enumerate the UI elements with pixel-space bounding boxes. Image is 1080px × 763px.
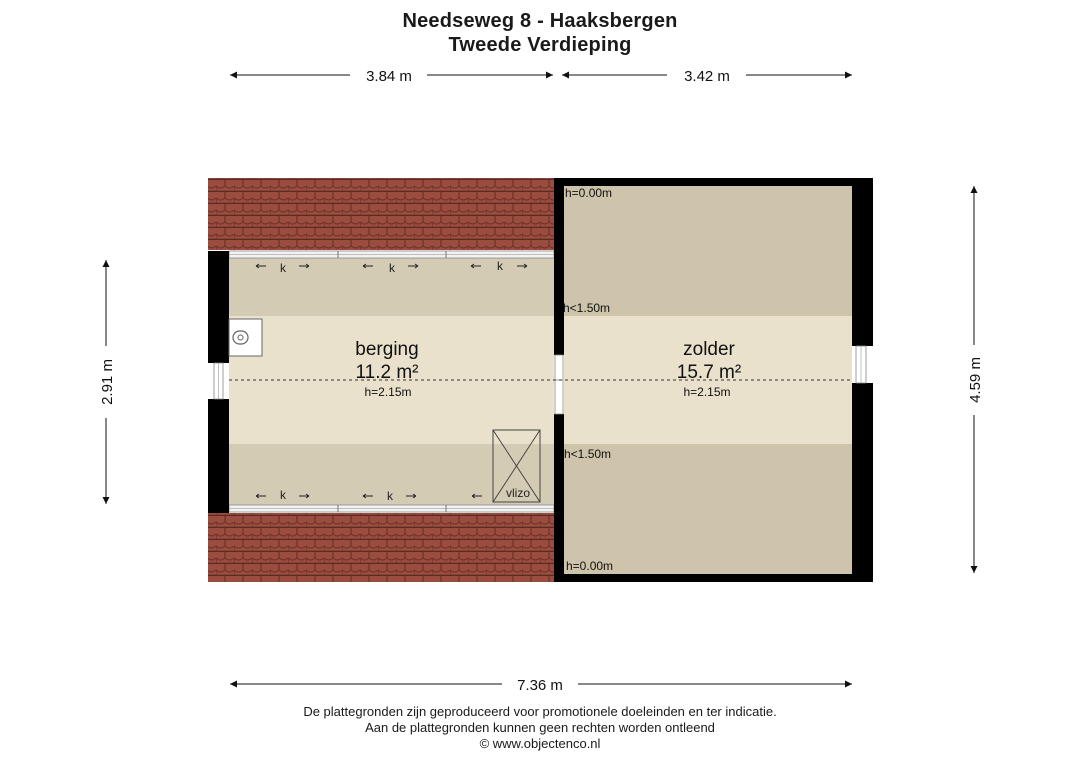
zolder-low-zone-bottom bbox=[564, 444, 852, 574]
height-label-bottom-edge: h=0.00m bbox=[566, 559, 614, 573]
skylight-label: k bbox=[280, 488, 286, 502]
height-label-top-edge: h=0.00m bbox=[565, 186, 613, 200]
skylight-label: k bbox=[280, 261, 286, 275]
disclaimer-line-1: De plattegronden zijn geproduceerd voor promotionele doeleinden en ter indicatie. bbox=[303, 704, 777, 719]
floor-title: Tweede Verdieping bbox=[448, 34, 632, 56]
window-right bbox=[856, 346, 866, 383]
wall-middle-lower bbox=[554, 414, 564, 582]
wall-left-upper bbox=[208, 251, 229, 363]
roof-tiles-bottom bbox=[208, 513, 554, 582]
zolder-height: h=2.15m bbox=[683, 385, 731, 399]
dimension-left bbox=[99, 260, 116, 504]
skylight-label: k bbox=[389, 261, 395, 275]
wall-right-upper bbox=[852, 178, 873, 346]
dimension-top-right bbox=[562, 68, 852, 85]
height-label-upper-slope: h<1.50m bbox=[563, 301, 611, 315]
skylight-strip-bottom bbox=[229, 505, 554, 512]
roof-tiles-top bbox=[208, 178, 554, 250]
dimension-left-value: 2.91 m bbox=[99, 359, 116, 405]
boiler-icon bbox=[229, 319, 262, 356]
skylight-label: k bbox=[387, 489, 393, 503]
dimension-top-left-value: 3.84 m bbox=[366, 68, 412, 85]
doorway-middle bbox=[555, 355, 563, 414]
copyright-line: © www.objectenco.nl bbox=[479, 736, 601, 751]
window-left bbox=[214, 363, 223, 399]
berging-name: berging bbox=[355, 339, 419, 360]
wall-right-lower bbox=[852, 383, 873, 582]
wall-middle-upper bbox=[554, 178, 564, 355]
zolder-name: zolder bbox=[683, 339, 735, 360]
dimension-right-value: 4.59 m bbox=[967, 357, 984, 403]
wall-zolder-bottom bbox=[554, 574, 873, 582]
wall-left-lower bbox=[208, 399, 229, 513]
berging-area: 11.2 m² bbox=[355, 362, 419, 383]
attic-hatch-label: vlizo bbox=[505, 486, 531, 500]
dimension-top-left bbox=[230, 68, 553, 85]
dimension-right bbox=[967, 186, 984, 573]
zolder-area: 15.7 m² bbox=[676, 362, 742, 383]
skylight-label: k bbox=[497, 259, 503, 273]
dimension-bottom-value: 7.36 m bbox=[517, 677, 563, 694]
plan-address-title: Needseweg 8 - Haaksbergen bbox=[402, 10, 678, 32]
wall-zolder-top bbox=[554, 178, 873, 186]
skylight-strip-top bbox=[229, 251, 554, 258]
disclaimer-line-2: Aan de plattegronden kunnen geen rechten worden ontleend bbox=[365, 720, 715, 735]
dimension-bottom bbox=[230, 677, 852, 694]
zolder-low-zone-top bbox=[564, 186, 852, 316]
berging-height: h=2.15m bbox=[364, 385, 412, 399]
height-label-lower-slope: h<1.50m bbox=[564, 447, 612, 461]
dimension-top-right-value: 3.42 m bbox=[684, 68, 730, 85]
